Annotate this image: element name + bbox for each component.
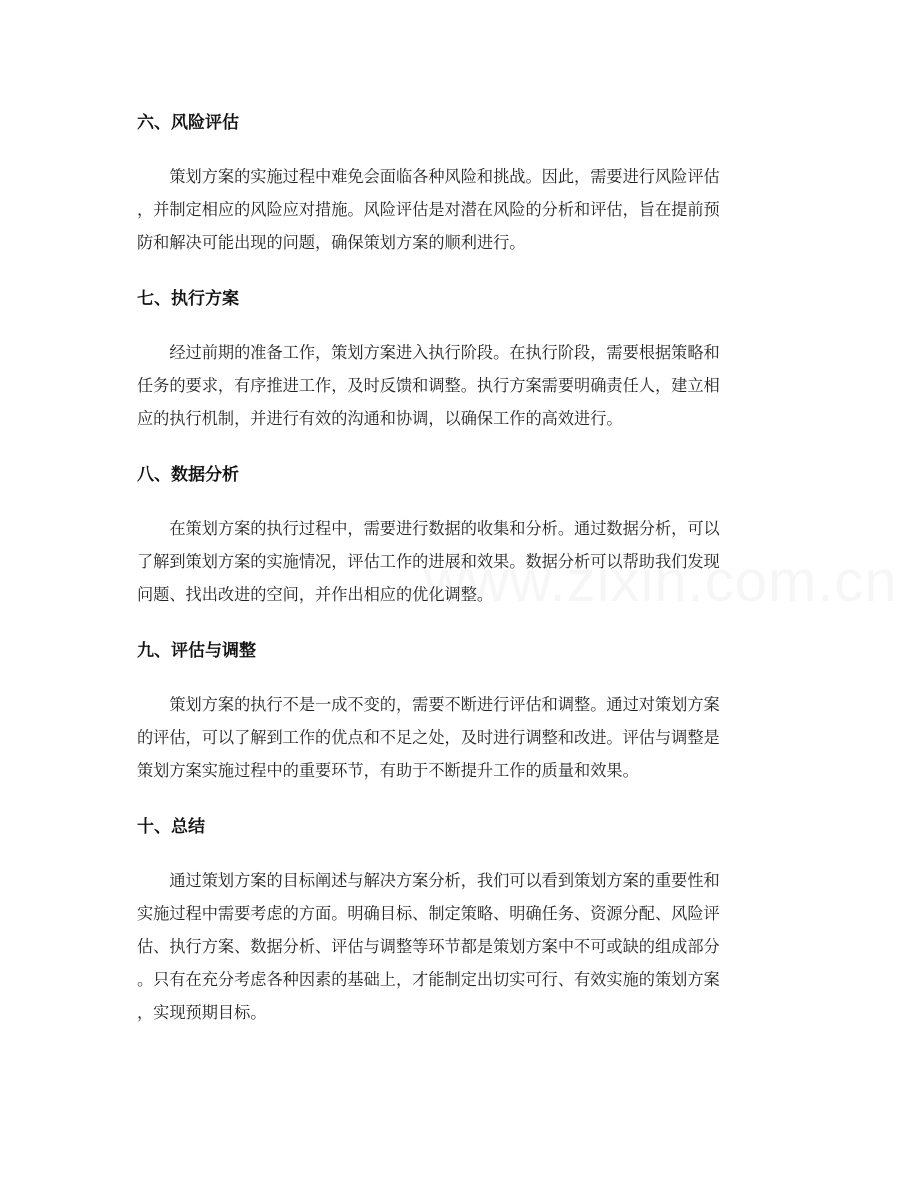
paragraph-line: ，并制定相应的风险应对措施。风险评估是对潜在风险的分析和评估，旨在提前预: [137, 200, 720, 219]
section-heading: 八、数据分析: [137, 465, 239, 485]
document-section: [137, 108, 787, 284]
paragraph-line: 在策划方案的执行过程中，需要进行数据的收集和分析。通过数据分析，可以: [137, 519, 720, 538]
paragraph-line: 策划方案实施过程中的重要环节，有助于不断提升工作的质量和效果。: [137, 761, 639, 780]
section-paragraph: [137, 864, 787, 1029]
paragraph-line: 策划方案的实施过程中难免会面临各种风险和挑战。因此，需要进行风险评估: [137, 167, 720, 186]
section-heading: 六、风险评估: [137, 113, 239, 133]
document-section: [137, 812, 787, 1029]
paragraph-line: 。只有在充分考虑各种因素的基础上，才能制定出切实可行、有效实施的策划方案: [137, 970, 720, 989]
document-section: [137, 284, 787, 460]
document-content: [137, 108, 787, 1029]
section-paragraph: [137, 688, 787, 787]
document-section: [137, 460, 787, 636]
section-paragraph: [137, 512, 787, 611]
section-heading: 十、总结: [137, 817, 205, 837]
paragraph-line: 任务的要求，有序推进工作，及时反馈和调整。执行方案需要明确责任人，建立相: [137, 376, 720, 395]
section-paragraph: [137, 336, 787, 435]
paragraph-line: 实施过程中需要考虑的方面。明确目标、制定策略、明确任务、资源分配、风险评: [137, 904, 720, 923]
paragraph-line: 策划方案的执行不是一成不变的，需要不断进行评估和调整。通过对策划方案: [137, 695, 720, 714]
paragraph-line: 经过前期的准备工作，策划方案进入执行阶段。在执行阶段，需要根据策略和: [137, 343, 720, 362]
paragraph-line: 的评估，可以了解到工作的优点和不足之处，及时进行调整和改进。评估与调整是: [137, 728, 720, 747]
paragraph-line: 了解到策划方案的实施情况，评估工作的进展和效果。数据分析可以帮助我们发现: [137, 552, 720, 571]
section-heading: 九、评估与调整: [137, 641, 256, 661]
section-paragraph: [137, 160, 787, 259]
paragraph-line: 防和解决可能出现的问题，确保策划方案的顺利进行。: [137, 233, 526, 252]
paragraph-line: 应的执行机制，并进行有效的沟通和协调，以确保工作的高效进行。: [137, 409, 623, 428]
paragraph-line: 问题、找出改进的空间，并作出相应的优化调整。: [137, 585, 494, 604]
document-section: [137, 636, 787, 812]
paragraph-line: ，实现预期目标。: [137, 1003, 267, 1022]
section-heading: 七、执行方案: [137, 289, 239, 309]
paragraph-line: 通过策划方案的目标阐述与解决方案分析，我们可以看到策划方案的重要性和: [137, 871, 720, 890]
paragraph-line: 估、执行方案、数据分析、评估与调整等环节都是策划方案中不可或缺的组成部分: [137, 937, 720, 956]
